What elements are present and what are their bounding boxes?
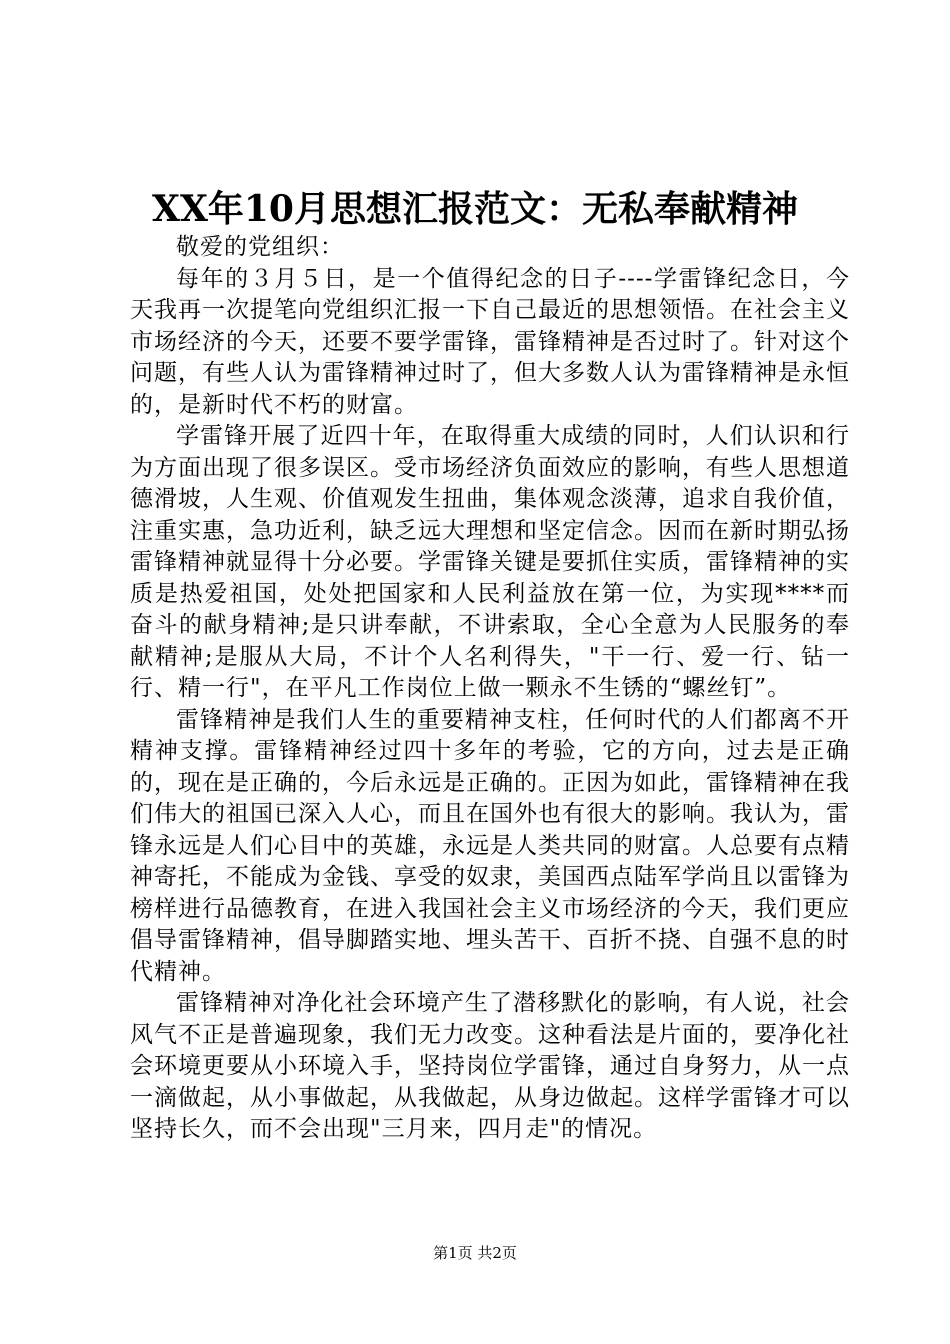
- document-body: [130, 232, 850, 1146]
- document-title: XX年10月思想汇报范文：无私奉献精神: [152, 188, 798, 230]
- salutation: 敬爱的党组织：: [176, 234, 344, 260]
- paragraph-4: 雷锋精神对净化社会环境产生了潜移默化的影响，有人说，社会风气不正是普遍现象，我们无力改变。这种看法是片面的，要净化社会环境更要从小环境入手，坚持岗位学雷锋，通过自身努力，从一点一滴做起，从小事做起，从我做起，从身边做起。这样学雷锋才可以坚持长久，而不会出现"三月来，四月走"的情况。: [130, 990, 850, 1142]
- paragraph-2: 学雷锋开展了近四十年，在取得重大成绩的同时，人们认识和行为方面出现了很多误区。受市场经济负面效应的影响，有些人思想道德滑坡，人生观、价值观发生扭曲，集体观念淡薄，追求自我价值，注重实惠，急功近利，缺乏远大理想和坚定信念。因而在新时期弘扬雷锋精神就显得十分必要。学雷锋关键是要抓住实质，雷锋精神的实质是热爱祖国，处处把国家和人民利益放在第一位，为实现****而奋斗的献身精神;是只讲奉献，不讲索取，全心全意为人民服务的奉献精神;是服从大局，不计个人名利得失，"干一行、爱一行、钻一行、精一行"，在平凡工作岗位上做一颗永不生锈的“螺丝钉”。: [130, 423, 850, 701]
- paragraph-1: 每年的３月５日，是一个值得纪念的日子----学雷锋纪念日，今天我再一次提笔向党组织汇报一下自己最近的思想领悟。在社会主义市场经济的今天，还要不要学雷锋，雷锋精神是否过时了。针对这个问题，有些人认为雷锋精神过时了，但大多数人认为雷锋精神是永恒的，是新时代不朽的财富。: [130, 265, 850, 418]
- page-number-footer: 第1页 共2页: [433, 1244, 517, 1262]
- paragraph-3: 雷锋精神是我们人生的重要精神支柱，任何时代的人们都离不开精神支撑。雷锋精神经过四十多年的考验，它的方向，过去是正确的，现在是正确的，今后永远是正确的。正因为如此，雷锋精神在我们伟大的祖国已深入人心，而且在国外也有很大的影响。我认为，雷锋永远是人们心目中的英雄，永远是人类共同的财富。人总要有点精神寄托，不能成为金钱、享受的奴隶，美国西点陆军学尚且以雷锋为榜样进行品德教育，在进入我国社会主义市场经济的今天，我们更应倡导雷锋精神，倡导脚踏实地、埋头苦干、百折不挠、自强不息的时代精神。: [130, 706, 850, 985]
